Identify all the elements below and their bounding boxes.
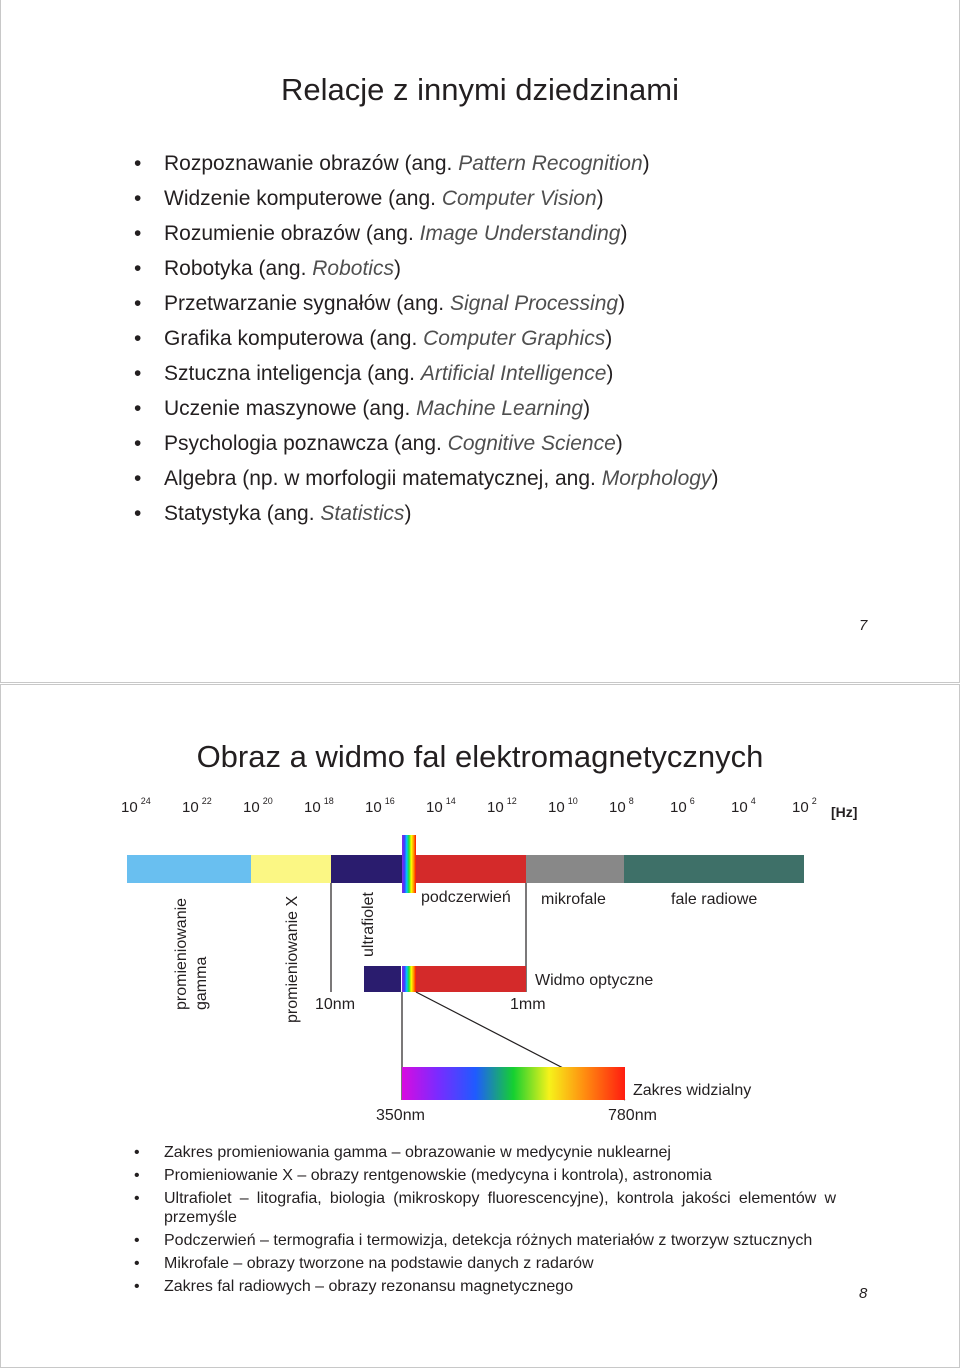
list-item: • Rozumienie obrazów (ang. Image Understanding)	[134, 216, 894, 251]
freq-tick: 10 $^{18}$	[304, 796, 334, 816]
slide-relations	[0, 0, 960, 683]
page-number: 8	[859, 1285, 868, 1302]
freq-tick: 10 $^8$	[609, 796, 634, 816]
list-item: • Zakres promieniowania gamma – obrazowanie w medycynie nuklearnej	[134, 1143, 836, 1162]
freq-tick: 10 $^{20}$	[243, 796, 273, 816]
xray-band	[251, 855, 331, 883]
spectrum-bar	[127, 835, 804, 893]
list-item: • Sztuczna inteligencja (ang. Artificial Intelligence)	[134, 356, 894, 391]
list-item: • Przetwarzanie sygnałów (ang. Signal Processing)	[134, 286, 894, 321]
freq-tick: 10 $^{12}$	[487, 796, 517, 816]
slide-title: Relacje z innymi dziedzinami	[281, 72, 679, 107]
list-item: • Statystyka (ang. Statistics)	[134, 496, 894, 531]
radio-label: fale radiowe	[671, 891, 758, 908]
page-number: 7	[859, 617, 868, 634]
ir-band	[416, 855, 526, 883]
list-item: • Ultrafiolet – litografia, biologia (mikroskopy fluorescencyjne), kontrola jakości elementów w przemyśle	[134, 1189, 836, 1227]
gamma-label: promieniowanie	[173, 897, 190, 1010]
slide-title: Obraz a widmo fal elektromagnetycznych	[196, 739, 764, 774]
optical-ir-segment	[416, 966, 526, 992]
relations-list	[134, 146, 894, 531]
list-item: • Grafika komputerowa (ang. Computer Graphics)	[134, 321, 894, 356]
ir-label: podczerwień	[421, 889, 511, 906]
freq-tick: 10 $^{14}$	[426, 796, 456, 816]
freq-tick: 10 $^{16}$	[365, 796, 395, 816]
optical-visible-segment	[402, 966, 416, 992]
freq-tick: 10 $^4$	[731, 796, 756, 816]
visible-strip	[402, 835, 416, 893]
freq-unit: [Hz]	[831, 804, 858, 820]
list-item: • Mikrofale – obrazy tworzone na podstawie danych z radarów	[134, 1254, 836, 1273]
list-item: • Psychologia poznawcza (ang. Cognitive Science)	[134, 426, 894, 461]
applications-list	[134, 1143, 836, 1300]
slide-spectrum	[0, 684, 960, 1368]
visible-spectrum-bar	[402, 1067, 625, 1100]
list-item: • Rozpoznawanie obrazów (ang. Pattern Recognition)	[134, 146, 894, 181]
freq-tick: 10 $^6$	[670, 796, 695, 816]
freq-tick: 10 $^{10}$	[548, 796, 578, 816]
optical-uv-segment	[364, 966, 401, 992]
gamma-label: gamma	[193, 956, 210, 1010]
visible-label: Zakres widzialny	[633, 1082, 752, 1099]
optical-label: Widmo optyczne	[535, 972, 654, 989]
list-item: • Podczerwień – termografia i termowizja, detekcja różnych materiałów z tworzyw sztucznych	[134, 1231, 836, 1250]
list-item: • Widzenie komputerowe (ang. Computer Vision)	[134, 181, 894, 216]
radio-band	[624, 855, 804, 883]
spectrum-diagram	[1, 685, 959, 1135]
optical-left-marker: 10nm	[315, 996, 356, 1013]
list-item: • Algebra (np. w morfologii matematycznej, ang. Morphology)	[134, 461, 894, 496]
list-item: • Uczenie maszynowe (ang. Machine Learning)	[134, 391, 894, 426]
freq-tick: 10 $^{24}$	[121, 796, 151, 816]
visible-range	[376, 1067, 751, 1124]
xray-label: promieniowanie X	[284, 895, 301, 1023]
visible-right-marker: 780nm	[608, 1107, 657, 1124]
uv-label: ultrafiolet	[360, 892, 377, 957]
microwave-label: mikrofale	[541, 891, 606, 908]
microwave-band	[526, 855, 624, 883]
gamma-band	[127, 855, 251, 883]
optical-right-marker: 1mm	[510, 996, 546, 1013]
freq-tick: 10 $^{22}$	[182, 796, 212, 816]
freq-tick: 10 $^2$	[792, 796, 817, 816]
list-item: • Promieniowanie X – obrazy rentgenowskie (medycyna i kontrola), astronomia	[134, 1166, 836, 1185]
frequency-scale	[121, 796, 857, 820]
visible-left-marker: 350nm	[376, 1107, 425, 1124]
list-item: • Robotyka (ang. Robotics)	[134, 251, 894, 286]
list-item: • Zakres fal radiowych – obrazy rezonansu magnetycznego	[134, 1277, 836, 1296]
uv-band	[331, 855, 402, 883]
